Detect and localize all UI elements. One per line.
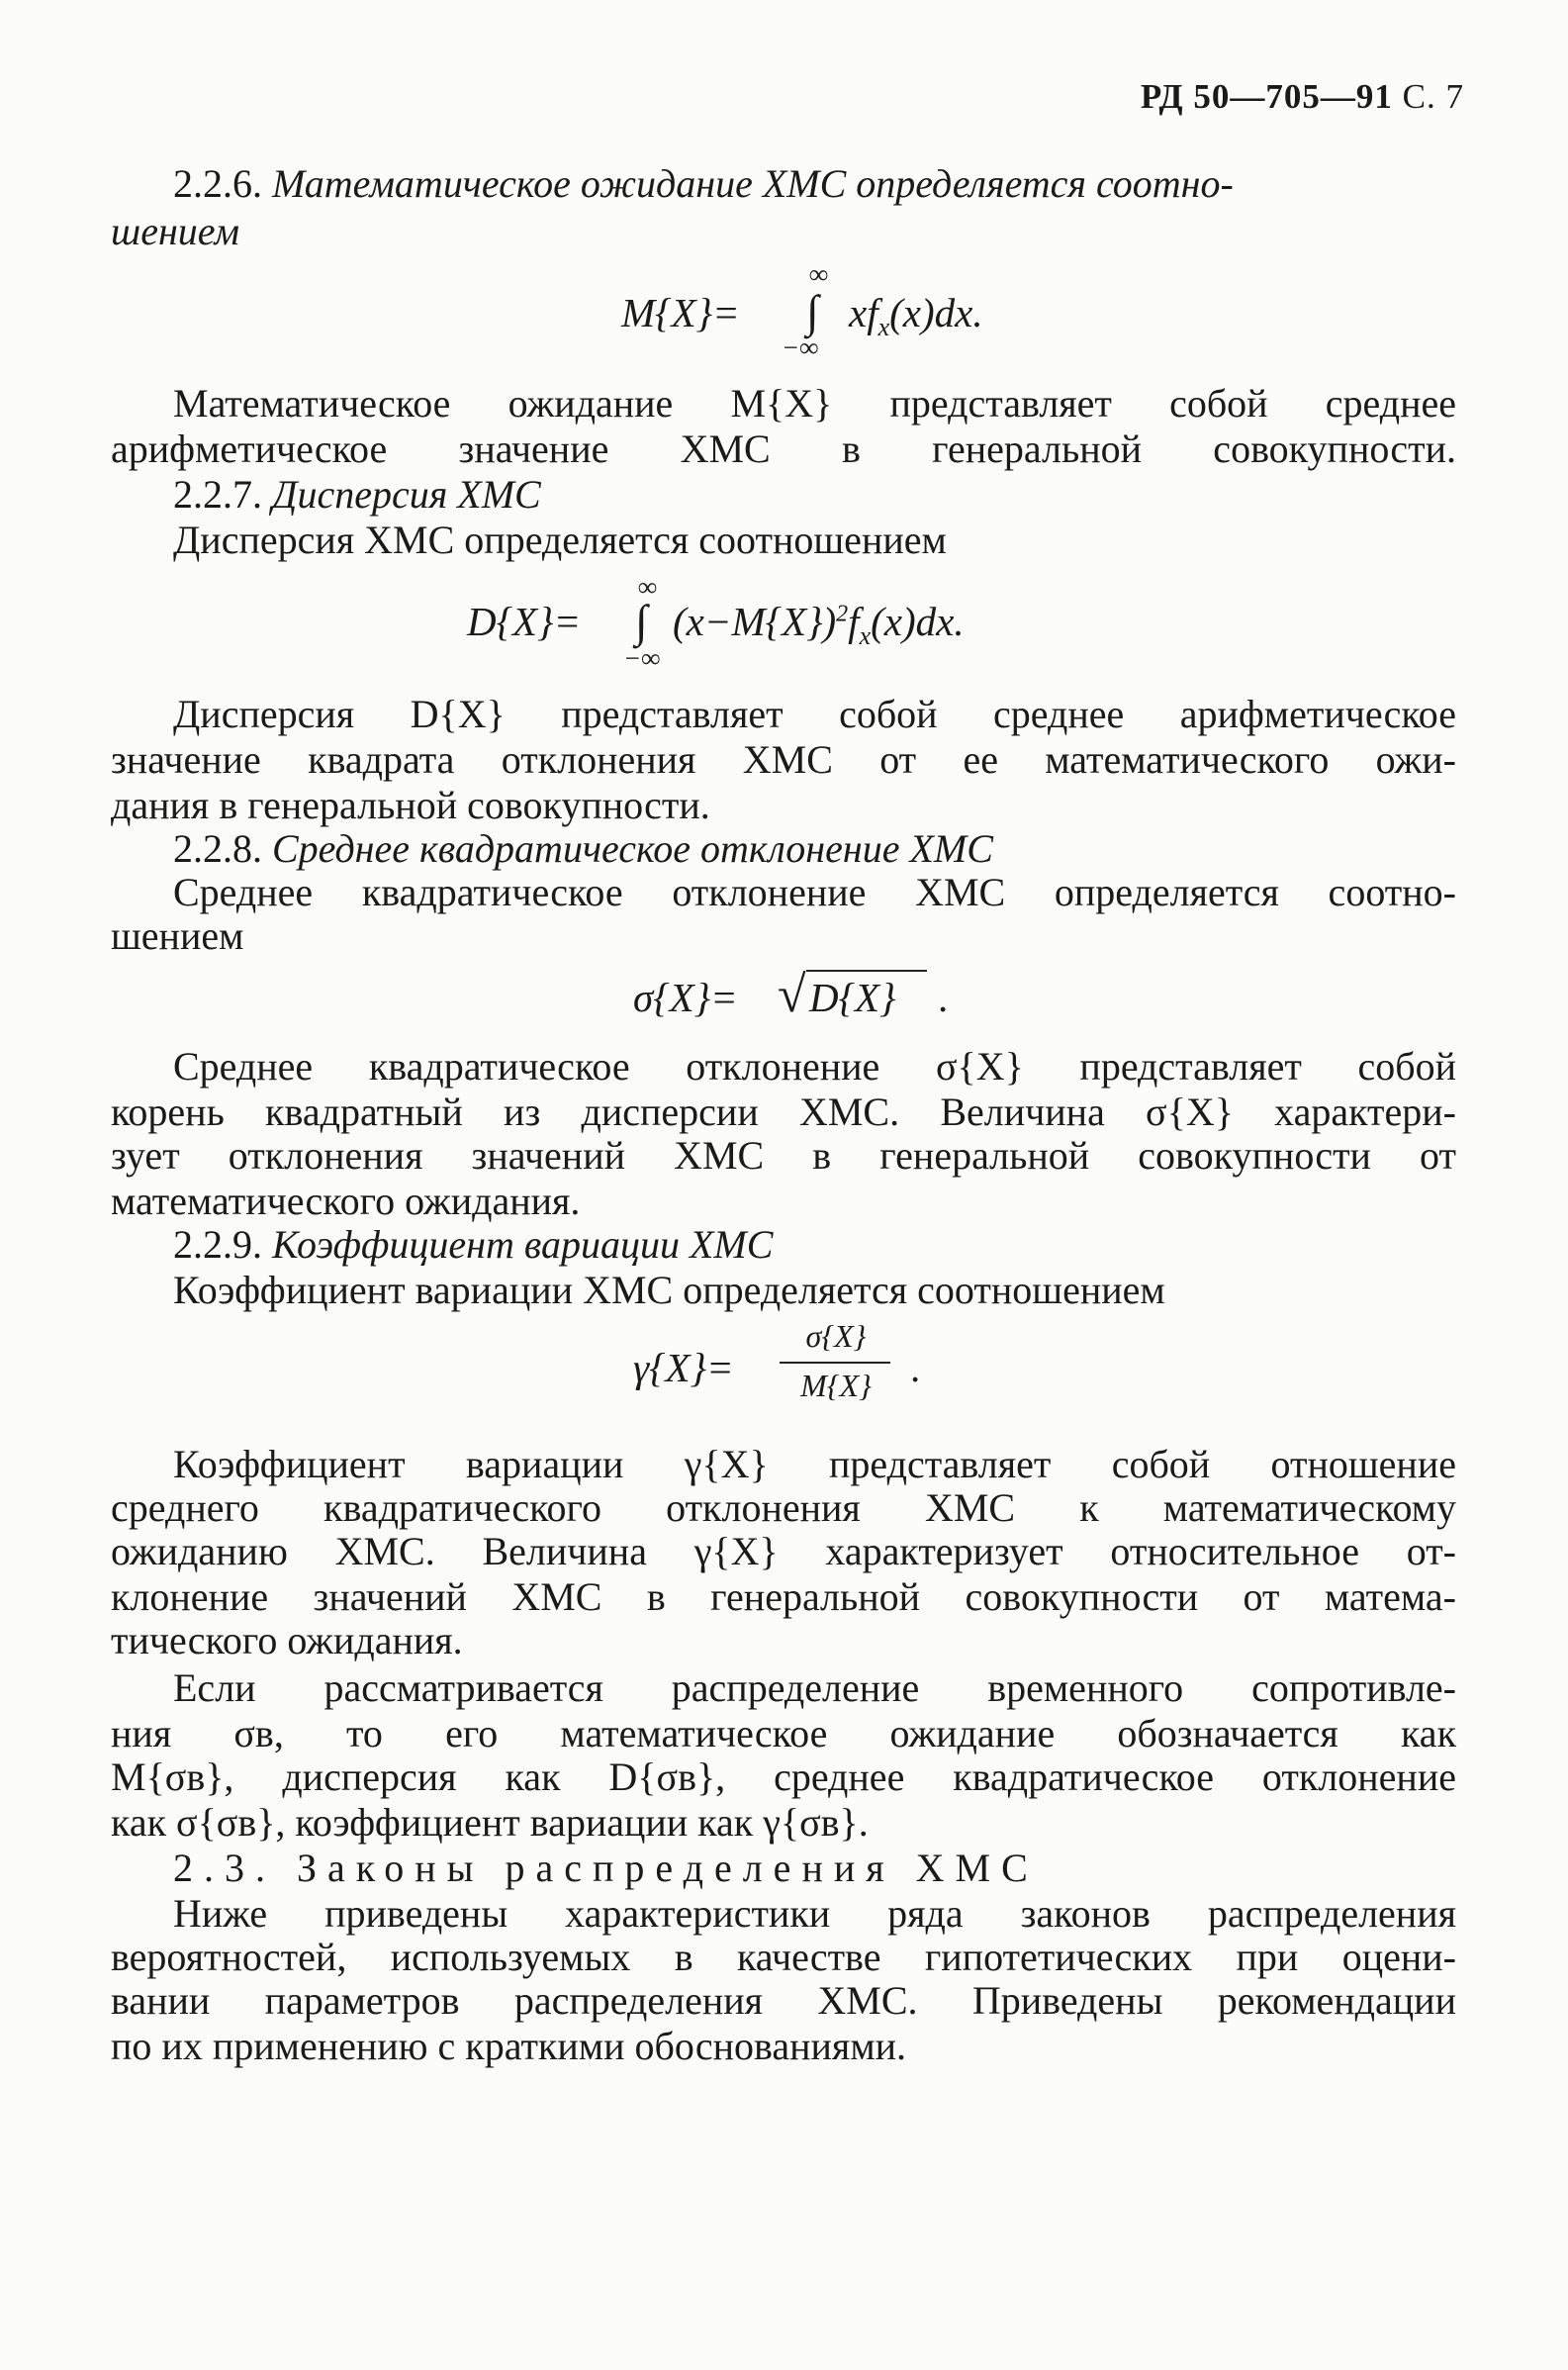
formula-lhs: γ{X}= [633,1345,734,1390]
formula-integrand [849,289,983,342]
integrand-tail: (x)dx. [889,290,983,335]
section-title: Коэффициент вариации ХМС [272,1222,774,1267]
text-line: Среднее квадратическое отклонение ХМС определяется соотно- [173,870,1456,914]
text-line: вероятностей, используемых в качестве гипотетических при оцени- [111,1935,1456,1979]
formula-integrand [673,598,965,651]
section-number: 2.2.9. [173,1222,262,1267]
integral-lower-limit: −∞ [782,332,819,362]
text-line: ния σв, то его математическое ожидание обозначается как [111,1711,1456,1755]
subscript: x [859,621,872,651]
text-line: Дисперсия D{X} представляет собой среднее арифметическое [173,692,1456,736]
text-line: значение квадрата отклонения ХМС от ее математического ожи- [111,737,1456,782]
page-number: С. 7 [1402,77,1464,116]
integrand-text: xf [849,290,878,335]
section-title: Математическое ожидание ХМС определяется соотно- [272,161,1234,206]
superscript: 2 [836,601,849,627]
section-2-2-9-heading [173,1223,1456,1267]
text-line: Среднее квадратическое отклонение σ{X} представляет собой [173,1044,1456,1089]
text-line: арифметическое значение ХМС в генеральной совокупности. [111,427,1456,471]
text-line: ожиданию ХМС. Величина γ{X} характеризует относительное от- [111,1529,1456,1573]
section-2-2-6-heading [173,162,1456,206]
text-line: Если рассматривается распределение временного сопротивле- [173,1665,1456,1710]
subscript: x [877,313,890,342]
text-line: Коэффициент вариации ХМС определяется соотношением [173,1268,1165,1312]
formula-lhs: D{X}= [467,599,582,644]
radicand: D{X} [809,975,896,1020]
section-number: 2.2.8. [173,826,262,871]
text-line: корень квадратный из дисперсии ХМС. Величина σ{X} характери- [111,1090,1456,1134]
integral-upper-limit: ∞ [638,572,658,602]
text-line: Коэффициент вариации γ{X} представляет собой отношение [173,1442,1456,1486]
integral-sign: ∫ [806,286,819,336]
section-title: Среднее квадратическое отклонение ХМС [272,826,993,871]
text-line: математического ожидания. [111,1179,581,1223]
integrand-text: (x−M{X}) [673,599,837,644]
fraction-numerator: σ{X} [805,1318,867,1354]
text-line: Математическое ожидание M{X} представляет собой среднее [173,381,1456,426]
document-code: РД 50—705—91 [1140,77,1393,116]
fraction-bar [780,1362,890,1364]
section-2-2-7-heading [173,473,1456,517]
text-line: клонение значений ХМС в генеральной совокупности от матема- [111,1574,1456,1619]
text-line: Ниже приведены характеристики ряда законов распределения [173,1891,1456,1936]
integrand-tail: (x)dx. [871,599,965,644]
radical-bar [806,970,927,972]
section-2-3-heading: 2.3. Законы распределения ХМС [173,1846,1039,1890]
formula-period: . [938,975,949,1020]
formula-lhs: M{X}= [621,290,740,335]
text-line: тического ожидания. [111,1618,463,1662]
text-line: дания в генеральной совокупности. [111,783,710,827]
formula-period: . [910,1345,921,1390]
section-2-2-8-heading [173,827,1456,871]
section-number: 2.2.7. [173,472,262,517]
text-line: зует отклонения значений ХМС в генеральной совокупности от [111,1133,1456,1178]
text-line: Дисперсия ХМС определяется соотношением [173,518,947,562]
text-line: шением [111,209,240,253]
page-header [1141,77,1464,117]
square-root-sign: √ [778,967,806,1023]
text-line: как σ{σв}, коэффициент вариации как γ{σв}. [111,1800,869,1845]
formula-lhs: σ{X}= [633,975,738,1020]
text-line: по их применению с краткими обоснованиями. [111,2024,907,2068]
section-title: Дисперсия ХМС [272,472,541,517]
text-line: вании параметров распределения ХМС. Приведены рекомендации [111,1978,1456,2023]
fraction-denominator: M{X} [800,1368,872,1403]
integral-upper-limit: ∞ [809,259,829,289]
integrand-f: f [848,599,860,644]
text-line: шением [111,913,244,958]
text-line: M{σв}, дисперсия как D{σв}, среднее квадратическое отклонение [111,1754,1456,1799]
integral-lower-limit: −∞ [623,643,661,673]
section-number: 2.2.6. [173,161,262,206]
integral-sign: ∫ [635,596,648,646]
text-line: среднего квадратического отклонения ХМС к математическому [111,1485,1456,1530]
